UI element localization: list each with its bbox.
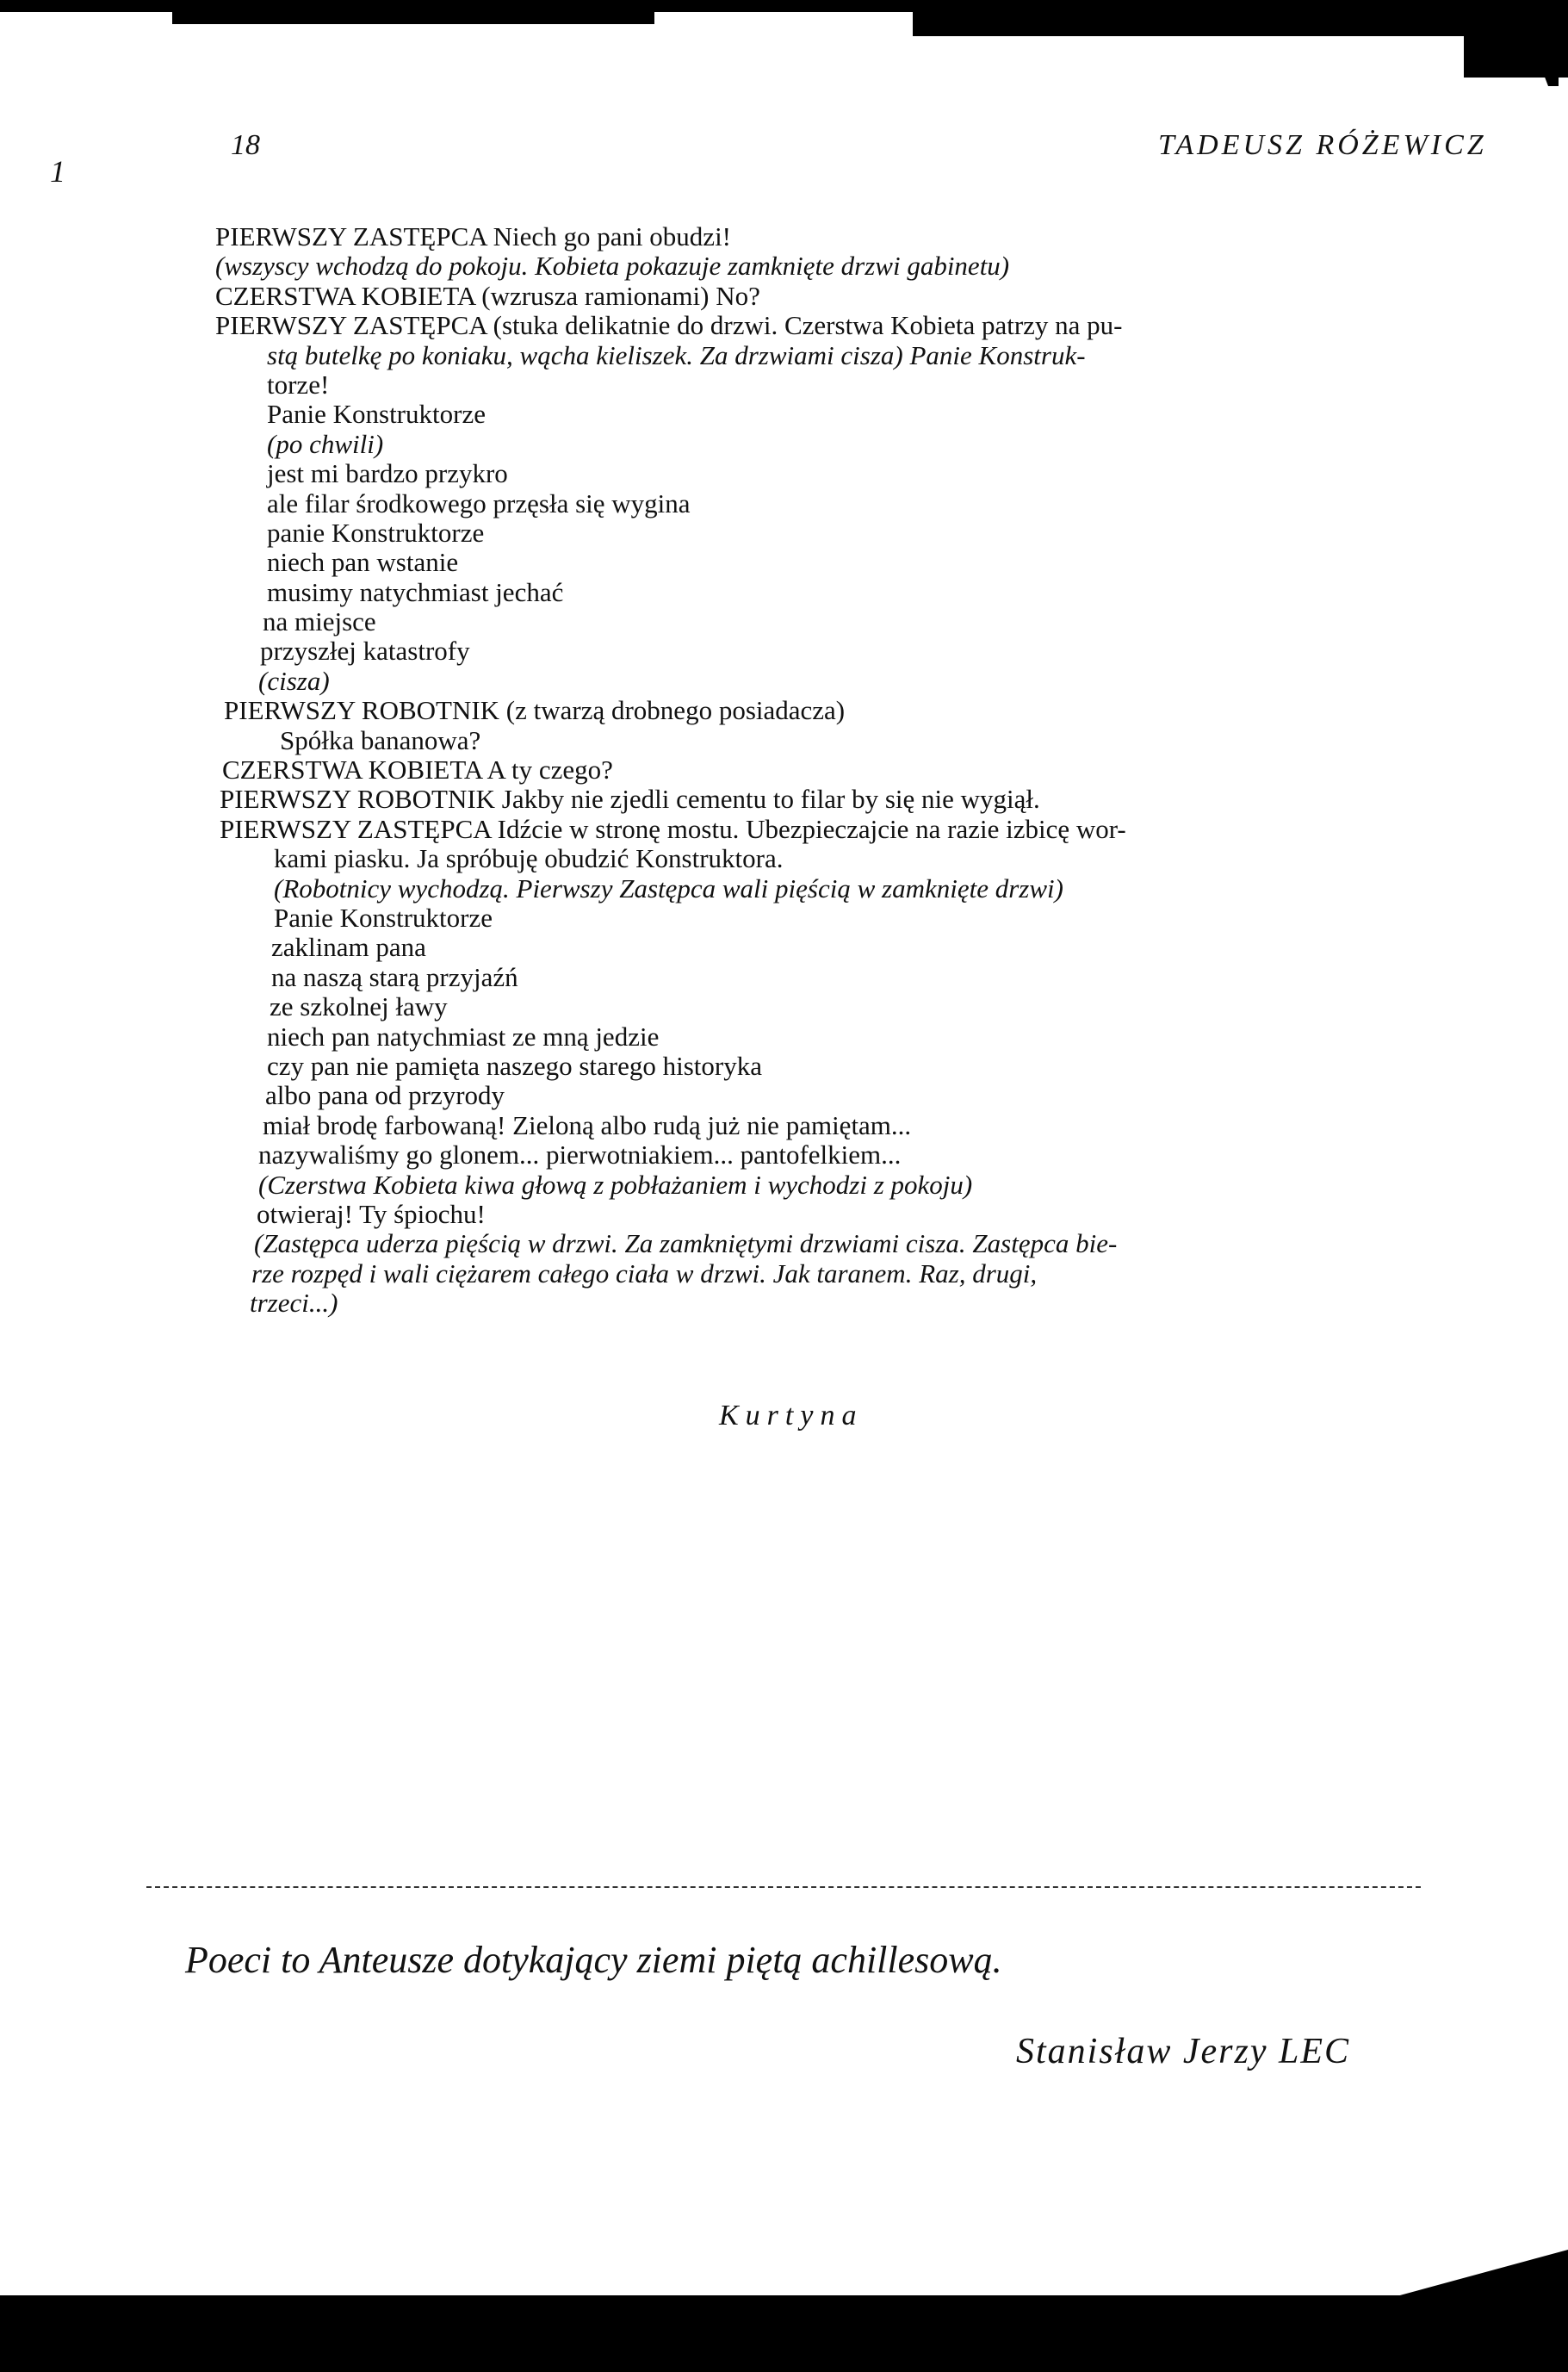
text-line: CZERSTWA KOBIETA A ty czego? <box>222 754 613 785</box>
text-line: (po chwili) <box>267 428 384 459</box>
text-line: miał brodę farbowaną! Zieloną albo rudą już nie pamiętam... <box>263 1109 912 1140</box>
text-line: niech pan natychmiast ze mną jedzie <box>267 1021 660 1052</box>
epigraph-author: Stanisław Jerzy LEC <box>1016 2032 1351 2071</box>
text-line: przyszłej katastrofy <box>260 636 470 667</box>
text-line: niech pan wstanie <box>267 547 459 578</box>
running-header-author: TADEUSZ RÓŻEWICZ <box>1158 129 1487 161</box>
text-line: jest mi bardzo przykro <box>267 458 508 489</box>
scan-bottom-edge <box>0 2295 1568 2372</box>
text-line: albo pana od przyrody <box>265 1080 505 1111</box>
scan-bottom-shadow <box>1378 2250 1568 2301</box>
text-line: na miejsce <box>263 606 376 637</box>
margin-number: 1 <box>50 154 65 189</box>
epigraph-quote: Poeci to Anteusze dotykający ziemi piętą achillesową. <box>185 1939 1002 1981</box>
text-line: trzeci...) <box>250 1288 338 1319</box>
text-line: (Robotnicy wychodzą. Pierwszy Zastępca wali pięścią w zamknięte drzwi) <box>274 872 1063 903</box>
play-text <box>215 222 1455 1318</box>
curtain-heading: Kurtyna <box>719 1400 864 1431</box>
text-line: rze rozpęd i wali ciężarem całego ciała w drzwi. Jak taranem. Raz, drugi, <box>251 1257 1038 1288</box>
text-line: CZERSTWA KOBIETA (wzrusza ramionami) No? <box>215 280 760 311</box>
text-line: Panie Konstruktorze <box>274 902 493 933</box>
text-line: czy pan nie pamięta naszego starego historyka <box>267 1050 762 1081</box>
text-line: Spółka bananowa? <box>280 724 481 755</box>
page-number: 18 <box>231 129 260 161</box>
text-line: PIERWSZY ROBOTNIK Jakby nie zjedli cementu to filar by się nie wygiął. <box>220 784 1040 815</box>
section-divider <box>146 1886 1421 1888</box>
text-line: PIERWSZY ROBOTNIK (z twarzą drobnego posiadacza) <box>224 695 846 726</box>
text-line: panie Konstruktorze <box>267 517 485 548</box>
text-line: ze szkolnej ławy <box>270 991 448 1022</box>
text-line: otwieraj! Ty śpiochu! <box>257 1198 486 1229</box>
scan-top-shadow <box>172 12 654 24</box>
scan-top-shadow <box>913 12 1568 36</box>
text-line: musimy natychmiast jechać <box>267 576 564 607</box>
text-line: PIERWSZY ZASTĘPCA Niech go pani obudzi! <box>215 221 732 251</box>
text-line: (cisza) <box>258 665 330 696</box>
text-line: na naszą starą przyjaźń <box>271 961 518 992</box>
text-line: (Czerstwa Kobieta kiwa głową z pobłażaniem i wychodzi z pokoju) <box>258 1169 973 1200</box>
text-line: ale filar środkowego przęsła się wygina <box>267 487 691 518</box>
text-line: (Zastępca uderza pięścią w drzwi. Za zamkniętymi drzwiami cisza. Zastępca bie- <box>254 1228 1118 1259</box>
text-line: zaklinam pana <box>271 932 426 963</box>
text-line: kami piasku. Ja spróbuję obudzić Konstruktora. <box>274 843 784 874</box>
text-line: nazywaliśmy go glonem... pierwotniakiem... pantofelkiem... <box>258 1139 902 1170</box>
text-line: PIERWSZY ZASTĘPCA Idźcie w stronę mostu. Ubezpieczajcie na razie izbicę wor- <box>220 813 1126 844</box>
text-line: (wszyscy wchodzą do pokoju. Kobieta pokazuje zamknięte drzwi gabinetu) <box>215 251 1010 282</box>
text-line: Panie Konstruktorze <box>267 399 486 430</box>
text-line: torze! <box>267 369 330 400</box>
scan-top-edge <box>0 0 1568 12</box>
text-line: PIERWSZY ZASTĘPCA (stuka delikatnie do drzwi. Czerstwa Kobieta patrzy na pu- <box>215 310 1123 341</box>
text-line: stą butelkę po koniaku, wącha kieliszek. Za drzwiami cisza) Panie Konstruk- <box>267 339 1086 370</box>
